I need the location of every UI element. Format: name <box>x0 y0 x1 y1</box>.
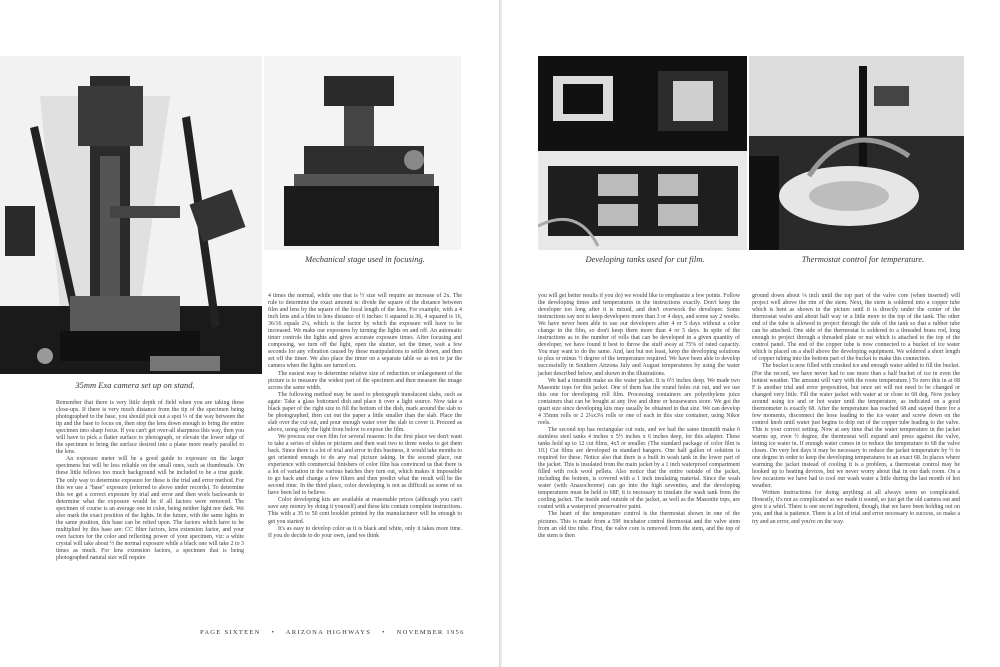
paragraph: We process our own film for several reasons: In the first place we don't want to take a series of slides or pictures and then wait two to three weeks to get them back. Since there is a lot of trial and error in this business, it would take months to get oriented enough to do any real picture taking. In the second place, our experience with commercial finishers of color film has convinced us that there is a lot of variation in the various batches they turn out, which makes it impossible to go back and change a few filters and then predict what the result will be the second time. In the third place, color developing is not as difficult as some of us have been led to believe. <box>268 433 462 497</box>
paragraph: It's as easy to develop color as it is black and white, only it takes more time. If you do decide to do your own, (and we think <box>268 525 462 539</box>
paragraph: Color developing kits are available at reasonable prices (although you can't save any money by doing it yourself) and these kits contain complete instructions. This with a 35 to 50 cent booklet printed by the manufacturer will be enough to get you started. <box>268 497 462 525</box>
mechanical-stage-photo <box>264 56 461 250</box>
paragraph: The second top has rectangular cut outs, and we had the same tinsmith make 6 stainless steel tanks 4 inches x 5½ inches x 6 inches deep, for this adapter. These tanks hold up to 12 cut films, 4x5 or smaller. (The standard package of color film is 10.) Cut films are developed in standard hangers. One half gallon of solution is required for these. Notice also that there is a built in wash tank in the lower part of the jacket. This is insulated from the main jacket by a 1 inch waterproof compartment filled with rock wool pellets. Also notice that the entire outside of the jacket, including the bottom, is covered with a 1 inch insulating material. Since the wash water (with Anasochrome) can go into the high seventies, and the developing temperatures must be held to 68F, it is necessary to insulate the wash tank from the cooling jacket. The inside and outside of the jacket, as well as the Masonite tops, are coated with a waterproof preservative paint. <box>538 426 740 511</box>
paragraph: An exposure meter will be a good guide to exposure on the larger specimens but will be less reliable on the small ones, such as thumbnails. On these little fellows too much background will be included to be a true guide. The only way to determine exposure for these is the trial and error method. For this we use a "base" exposure (referred to above under records). To determine this we get a correct exposure by trial and error and then work backwards to determine what the exposure would be if all factors were removed. The specimen of course is an average one in color, being neither light nor dark. We also mark the exact position of the lights. In the future, with the same lights in the same position, this base can be relied upon. The factors which have to be multiplied by this base are: CC filter factors, lens extension factor, and your own factors for the color and reflecting power of your specimen, viz: a white crystal will take about ½ the normal exposure while a black one will take 2 to 3 times as much. For lens extension factors, a specimen that is being photographed natural size will require <box>56 456 244 562</box>
paragraph: The easiest way to determine relative size of reduction or enlargement of the picture is to measure the widest part of the specimen and then measure the image across the same width. <box>268 370 462 391</box>
paragraph: you will get better results if you do) we would like to emphasize a few points. Follow the developing times and temperatures in the instructions exactly. Don't keep the developer too long after it is mixed, and don't overwork the developer. Some instructions say not to keep developers more than 3 or 4 days, and some say 2 weeks. We have never been able to use our developers after 4 or 5 days without a color change in the film, so don't keep them more than 4 or 5 days. In spite of the instructions as to the number of rolls that can be developed in a given quantity of developer, we have found it best to throw the stuff away at 75% of rated capacity. You may want to do the same. And, last but not least, keep the developing solutions to plus or minus ½ degree of the temperature required. We have been able to develop successfully in Southern Arizona July and August temperatures by using the water jacket described below, and shown in the illustrations. <box>538 293 740 377</box>
text-column-2 <box>268 293 462 540</box>
tanks-caption: Developing tanks used for cut film. <box>585 254 705 264</box>
camera-caption: 35mm Exa camera set up on stand. <box>75 380 195 390</box>
thermostat-photo <box>749 56 964 250</box>
developing-tanks-photo <box>538 56 747 250</box>
magazine-name: ARIZONA HIGHWAYS <box>285 629 372 636</box>
paragraph: 4 times the normal, while one that is ½ size will require an increase of 2x. The rule to determine the exact amount is: divide the square of the distance between film and lens by the square of the focal length of the lens. For example, with a 4 inch lens and a film to lens distance of 6 inches: 6 squared is 36, 4 squared is 16, 36/16 equals 2¼, which is the factor by which the exposure will have to be increased. We make our exposures by turning the lights on and off. An automatic timer controls the lights and gives accurate exposure times. After focusing and composing, we turn off the light, open the shutter, set the timer, wait a few seconds for any vibration caused by these manipulations to settle down, and then set off the timer. We also place the timer on a separate table so as not to jar the camera when the lights are turned on. <box>268 293 462 370</box>
paragraph: The heart of the temperature control is the thermostat shown in one of the pictures. This is made from a 59¢ incubator control thermostat and the valve stem from an old tire tube. First, the valve core is removed from the stem, and the top of the stem is then <box>538 511 740 539</box>
stage-caption: Mechanical stage used in focusing. <box>305 254 425 264</box>
footer-separator: • <box>382 629 386 636</box>
text-column-4 <box>752 293 960 526</box>
page-number: PAGE SIXTEEN <box>200 629 261 636</box>
camera-stand-photo <box>0 56 262 374</box>
page-footer <box>200 629 473 636</box>
page-gutter <box>499 0 502 667</box>
text-column-3 <box>538 293 740 540</box>
paragraph: Written instructions for doing anything at all always seem so complicated. Honestly, it's not as complicated as we made it sound, so just get the old camera out and give it a whirl. There is one secret ingredient, though, that we have been holding out on you, and that is patience. There is a lot of trial and error necessary to success, so make a try and an error, and you're on the way. <box>752 490 960 525</box>
paragraph: We had a tinsmith make us the water jacket. It is 6½ inches deep. We made two Masonite tops for this jacket. One of them has the round holes cut out, and we use this one for developing roll film. Processing containers are polyethylene juice containers that can be bought at any five and dime or housewares store. We got the quart size since developing kits may usually be obtained in that size. We can develop 4 35mm rolls or 2 2¼x3¼ rolls or one of each in this size container, using Nikor reels. <box>538 377 740 426</box>
footer-separator: • <box>271 629 276 636</box>
thermostat-caption: Thermostat control for temperature. <box>801 254 925 264</box>
paragraph: The following method may be used to photograph translucent slabs, such as agate: Take a glass bottomed dish and place it over a light source. Now take a black paper of the right size to fill the bottom of the dish, mark around the slab to be photographed, then cut out the paper a little smaller than the slab. Place the slab over the cut out, and pour enough water over the slab to cover it. Proceed as above, using only the light from below to expose the film. <box>268 391 462 433</box>
paragraph: The bucket is now filled with crushed ice and enough water added to fill the bucket. (For the record, we have never had to use more than a half bucket of ice in even the hottest weather. The amount will vary with the room temperature.) To zero this in at 68 F is another trial and error proposition, but once set will not need to be changed or changed very little. Fill the water jacket with water at or close to 68 deg. Now jockey around using ice and or hot water until the temperature, as indicated on a good thermometer is exactly 68. After the temperature has reached 68 and stayed there for a few moments, disconnect the hose leading to the ice water and screw down on the control knob until water just begins to drip out of the copper tube leading to the valve. This is your correct setting. Now at any time that the water temperature in the jacket warms up, even ½ degree, the thermostat will expand and press against the valve, letting ice water in. If enough water comes in to reduce the temperature to 68 the valve closes. On very hot days it may be necessary to reduce the jacket temperature by ½ to one degree in order to keep the developing temperatures to an exact 68. In places where warming the jacket instead of cooling it is a problem, a thermostat control may be hooked up to heating devices, but we never worry about that in our dark room. On a few occasions we have had to cool our wash water a little during the last month of hot weather. <box>752 363 960 490</box>
text-column-1 <box>56 400 244 562</box>
paragraph: Remember that there is very little depth of field when you are taking these close-ups. If there is very much distance from the tip of the specimen being photographed to the base, you should pick out a spot ⅓ of the way between the tip and the base to focus on, then stop the lens down enough to bring the entire specimen into sharp focus. If you can't get over-all sharpness this way, then you will have to pick a flatter surface to photograph, or elevate the lower edge of the specimen to bring the surface desired into a plane more nearly parallel to the lens. <box>56 400 244 456</box>
issue-date: NOVEMBER 1956 <box>396 629 465 636</box>
paragraph: ground down about ⅛ inch until the top part of the valve core (when inserted) will project well above the rim of the stem. Next, the stem is soldered into a copper tube which is bent as shown in the picture until it is directly under the center of the thermostat wafer and about half way or a little more to the top of the tank. The other end of the tube is allowed to project through the side of the tank so that a rubber tube can be attached. One side of the thermostat is soldered to a threaded brass rod, long enough to project through a threaded plate or nut which is attached to the top of the control panel. The end of the copper tube is now connected to a bucket of ice water which is placed on a shelf above the developing equipment. We soldered a short length of copper tubing into the bottom part of the bucket to make this connection. <box>752 293 960 363</box>
